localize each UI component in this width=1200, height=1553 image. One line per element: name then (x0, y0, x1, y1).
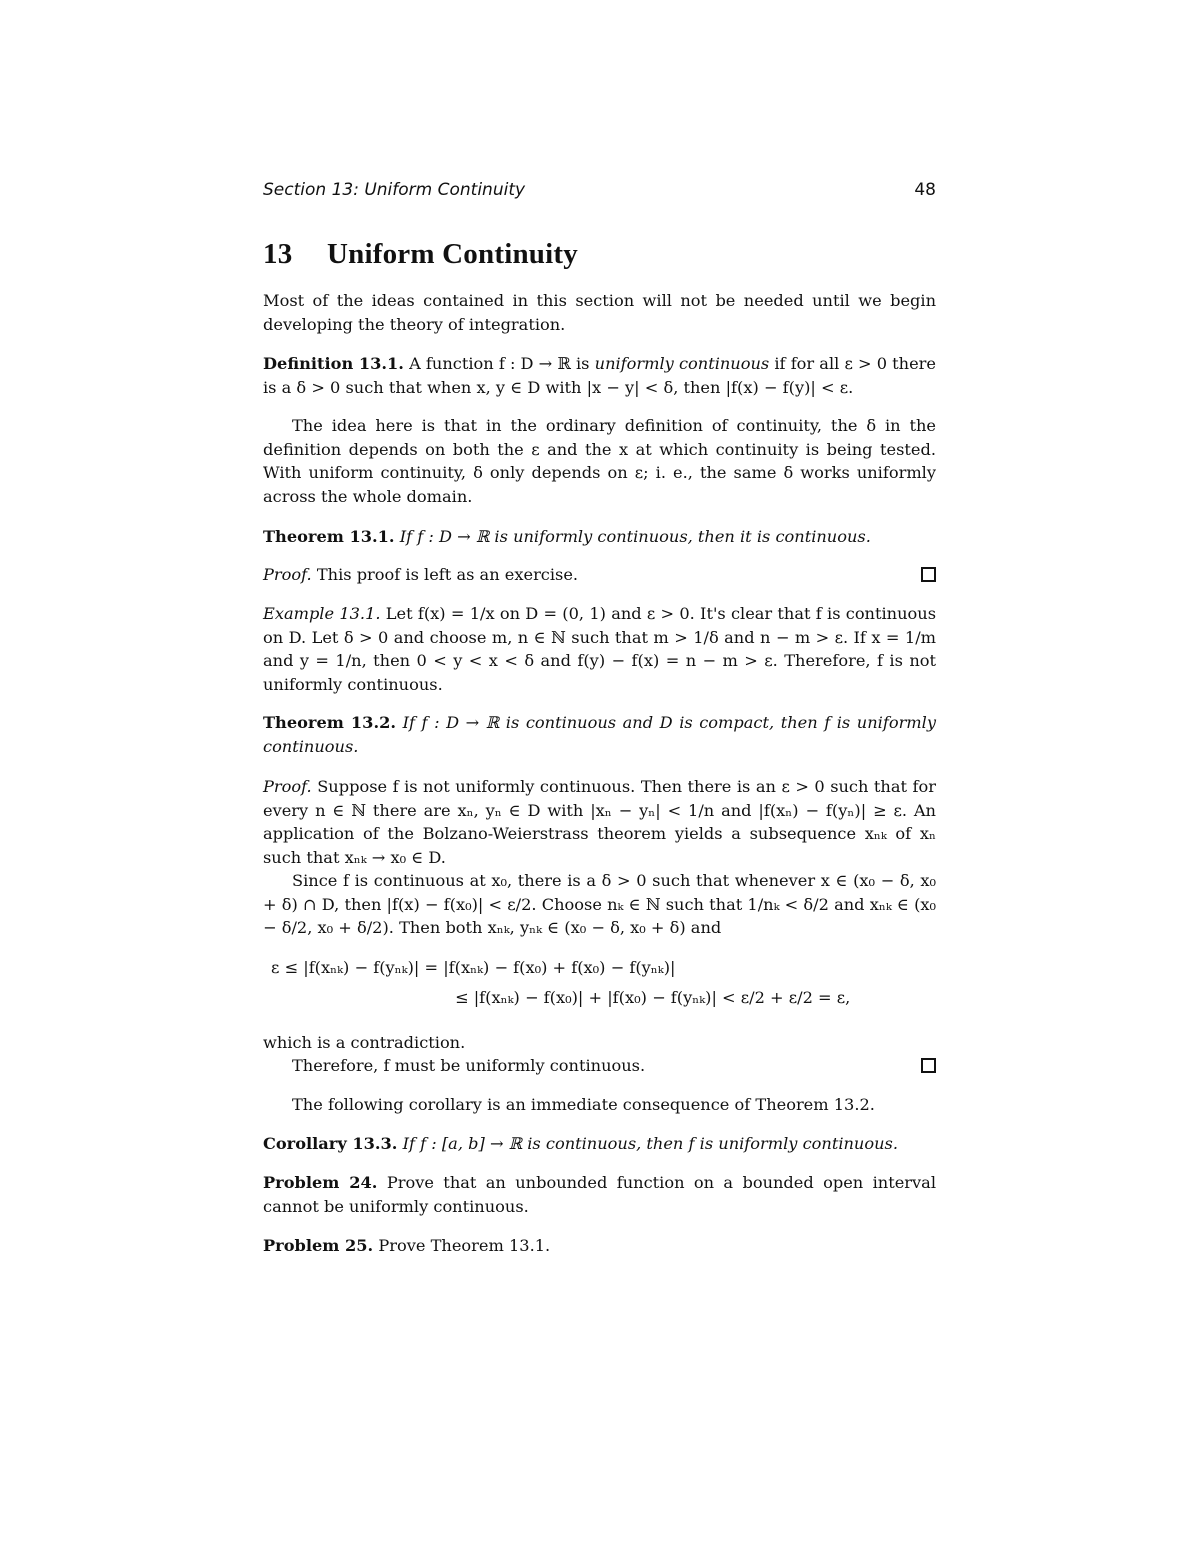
proof-13-2-part-3: which is a contradiction. (263, 1033, 466, 1052)
example-text: Let f(x) = 1/x on D = (0, 1) and ε > 0. It's clear that f is continuous on D. Let δ > 0 and choose m, n ∈ ℕ such that m > 1/δ and n − m > ε. If x = 1/m and y = 1/n, then 0 < y < x < δ and f(y) − f(x) = n − m > ε. Therefore, f is not uniformly continuous. (263, 604, 936, 694)
proof-text: Suppose f is not uniformly continuous. Then there is an ε > 0 such that for every n ∈ ℕ there are xₙ, yₙ ∈ D with |xₙ − yₙ| < 1/n and |f(xₙ) − f(yₙ)| ≥ ε. An application of the Bolzano-Weierstrass theorem yields a subsequence xₙₖ of xₙ such that xₙₖ → x₀ ∈ D. (263, 777, 936, 867)
definition-term: uniformly continuous (594, 354, 770, 373)
corollary-statement: If f : [a, b] → ℝ is continuous, then f is uniformly continuous. (402, 1134, 898, 1153)
theorem-statement: If f : D → ℝ is uniformly continuous, then it is continuous. (399, 527, 871, 546)
theorem-13-2 (263, 711, 936, 758)
proof-13-2-part-1 (263, 775, 936, 869)
example-13-1 (263, 602, 936, 696)
problem-text: Prove Theorem 13.1. (378, 1236, 551, 1255)
section-number: 13 (263, 238, 293, 270)
example-label: Example 13.1. (263, 604, 381, 623)
theorem-label: Theorem 13.2. (263, 713, 396, 732)
definition-text-a: A function f : D → ℝ is (409, 354, 590, 373)
section-title: Uniform Continuity (327, 238, 578, 270)
problem-label: Problem 25. (263, 1236, 374, 1255)
problem-24 (263, 1171, 936, 1218)
proof-13-2-conclusion (263, 1054, 936, 1078)
idea-paragraph: The idea here is that in the ordinary definition of continuity, the δ in the definition depends on both the ε and the x at which continuity is being tested. With uniform continuity, δ only depends on ε; i. e., the same δ works uniformly across the whole domain. (263, 416, 936, 506)
qed-box-icon (921, 1058, 936, 1073)
running-title: Section 13: Uniform Continuity (263, 180, 526, 200)
page-number: 48 (914, 180, 936, 200)
theorem-13-1 (263, 525, 936, 549)
definition-label: Definition 13.1. (263, 354, 404, 373)
problem-label: Problem 24. (263, 1173, 378, 1192)
definition-13-1 (263, 352, 936, 399)
proof-label: Proof. (263, 777, 312, 796)
proof-text: This proof is left as an exercise. (316, 565, 579, 584)
equation-line-1: ε ≤ |f(xₙₖ) − f(yₙₖ)| = |f(xₙₖ) − f(x₀) + f(x₀) − f(yₙₖ)| (271, 958, 676, 977)
corollary-label: Corollary 13.3. (263, 1134, 398, 1153)
following-paragraph: The following corollary is an immediate consequence of Theorem 13.2. (292, 1095, 875, 1114)
equation-line-2: ≤ |f(xₙₖ) − f(x₀)| + |f(x₀) − f(yₙₖ)| < ε/2 + ε/2 = ε, (455, 988, 851, 1007)
theorem-statement: If f : D → ℝ is continuous and D is compact, then f is uniformly continuous. (263, 713, 936, 756)
theorem-label: Theorem 13.1. (263, 527, 395, 546)
definition-text-b: if for all ε > 0 there is a δ > 0 such that when x, y ∈ D with |x − y| < δ, then |f(x) − f(y)| < ε. (263, 354, 936, 397)
section-heading (263, 238, 578, 271)
running-header (263, 180, 936, 200)
proof-13-2-part-2: Since f is continuous at x₀, there is a δ > 0 such that whenever x ∈ (x₀ − δ, x₀ + δ) ∩ D, then |f(x) − f(x₀)| < ε/2. Choose nₖ ∈ ℕ such that 1/nₖ < δ/2 and xₙₖ ∈ (x₀ − δ/2, x₀ + δ/2). Then both xₙₖ, yₙₖ ∈ (x₀ − δ, x₀ + δ) and (263, 871, 936, 937)
qed-box-icon (921, 567, 936, 582)
proof-label: Proof. (263, 565, 312, 584)
proof-13-1 (263, 563, 936, 587)
proof-text: Therefore, f must be uniformly continuous. (292, 1056, 646, 1075)
corollary-13-3 (263, 1132, 936, 1156)
intro-paragraph: Most of the ideas contained in this section will not be needed until we begin developing the theory of integration. (263, 291, 936, 334)
problem-text: Prove that an unbounded function on a bounded open interval cannot be uniformly continuous. (263, 1173, 936, 1216)
problem-25 (263, 1234, 936, 1258)
